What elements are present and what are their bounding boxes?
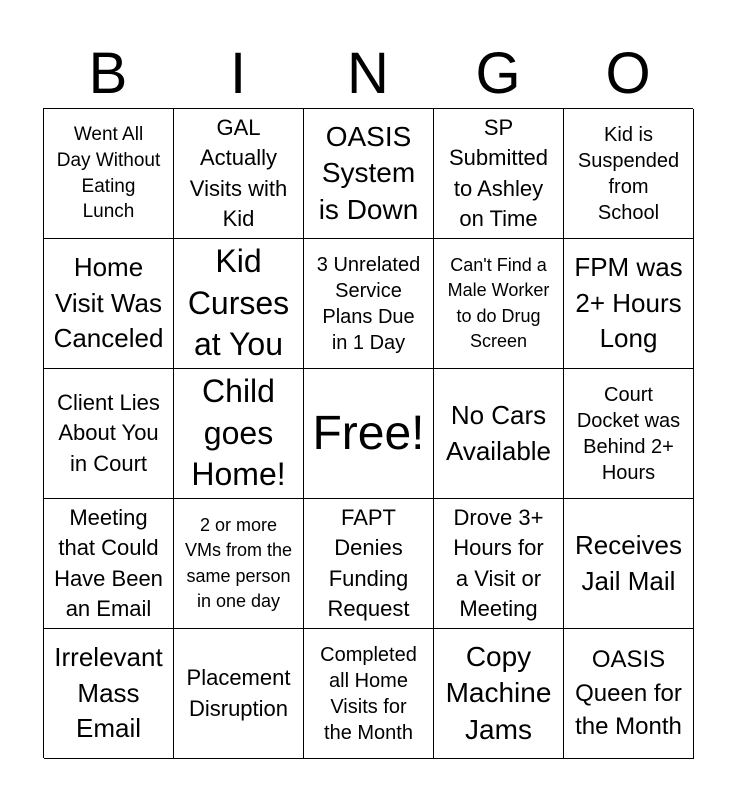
header-letter-b: B: [88, 41, 128, 106]
bingo-cell[interactable]: Home Visit Was Canceled: [44, 239, 174, 369]
bingo-cell[interactable]: Kid is Suspended from School: [564, 109, 694, 239]
bingo-cell[interactable]: Receives Jail Mail: [564, 499, 694, 629]
bingo-cell[interactable]: Drove 3+ Hours for a Visit or Meeting: [434, 499, 564, 629]
bingo-cell[interactable]: Irrelevant Mass Email: [44, 629, 174, 759]
bingo-cell[interactable]: Kid Curses at You: [174, 239, 304, 369]
bingo-cell[interactable]: FPM was 2+ Hours Long: [564, 239, 694, 369]
header-letter-i: I: [229, 41, 247, 106]
bingo-cell[interactable]: OASIS Queen for the Month: [564, 629, 694, 759]
bingo-cell[interactable]: FAPT Denies Funding Request: [304, 499, 434, 629]
bingo-cell[interactable]: No Cars Available: [434, 369, 564, 499]
bingo-cell[interactable]: Meeting that Could Have Been an Email: [44, 499, 174, 629]
bingo-cell[interactable]: Went All Day Without Eating Lunch: [44, 109, 174, 239]
bingo-cell[interactable]: Child goes Home!: [174, 369, 304, 499]
bingo-cell[interactable]: Copy Machine Jams: [434, 629, 564, 759]
bingo-cell[interactable]: OASIS System is Down: [304, 109, 434, 239]
header-letter-o: O: [605, 41, 651, 106]
bingo-cell[interactable]: Court Docket was Behind 2+ Hours: [564, 369, 694, 499]
bingo-board: [43, 108, 693, 758]
bingo-cell[interactable]: 3 Unrelated Service Plans Due in 1 Day: [304, 239, 434, 369]
bingo-cell[interactable]: GAL Actually Visits with Kid: [174, 109, 304, 239]
bingo-cell[interactable]: Can't Find a Male Worker to do Drug Screen: [434, 239, 564, 369]
free-space[interactable]: Free!: [304, 369, 434, 499]
bingo-cell[interactable]: Client Lies About You in Court: [44, 369, 174, 499]
bingo-cell[interactable]: Completed all Home Visits for the Month: [304, 629, 434, 759]
bingo-cell[interactable]: SP Submitted to Ashley on Time: [434, 109, 564, 239]
bingo-header: [43, 40, 693, 108]
header-letter-g: G: [475, 41, 521, 106]
bingo-cell[interactable]: 2 or more VMs from the same person in one day: [174, 499, 304, 629]
bingo-cell[interactable]: Placement Disruption: [174, 629, 304, 759]
header-letter-n: N: [347, 41, 389, 106]
